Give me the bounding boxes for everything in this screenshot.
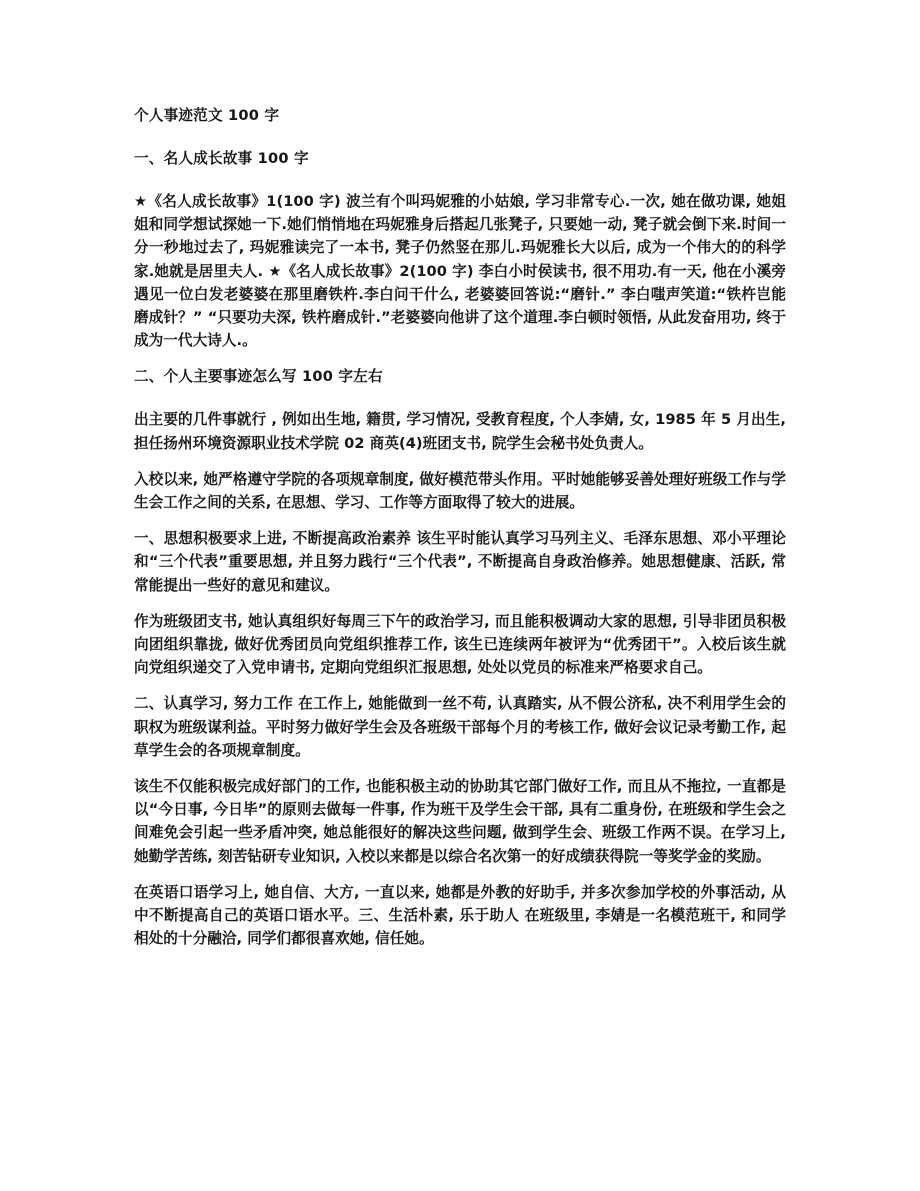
paragraph-study-work: 二、认真学习, 努力工作 在工作上, 她能做到一丝不苟, 认真踏实, 从不假公济私, 决不利用学生会的职权为班级谋利益。平时努力做好学生会及各班级干部每个月的考核工作, 做好会议记录考勤工作, 起草学生会的各项规章制度。 [134, 695, 786, 759]
section-heading-1: 一、名人成长故事 100 字 [134, 150, 309, 167]
paragraph-english-and-life: 在英语口语学习上, 她自信、大方, 一直以来, 她都是外教的好助手, 并多次参加学校的外事活动, 从中不断提高自己的英语口语水平。三、生活朴素, 乐于助人 在班级里, 李婧是一名模范班干, 和同学相处的十分融洽, 同学们都很喜欢她, 信任她。 [134, 883, 786, 948]
paragraph-basic-info: 出主要的几件事就行 , 例如出生地, 籍贯, 学习情况, 受教育程度, 个人李婧, 女, 1985 年 5 月出生, 担任扬州环境资源职业技术学院 02 商英(4)班团支书, 院学生会秘书处负责人。 [134, 411, 786, 452]
document-body [134, 104, 786, 950]
paragraph-famous-stories: ★《名人成长故事》1(100 字) 波兰有个叫玛妮雅的小姑娘, 学习非常专心.一次, 她在做功课, 她姐姐和同学想试探她一下.她们悄悄地在玛妮雅身后搭起几张凳子, 只要她一动, 凳子就会倒下来.时间一分一秒地过去了, 玛妮雅读完了一本书, 凳子仍然竖在那儿.玛妮雅长大以后, 成为一个伟大的的科学家.她就是居里夫人. ★《名人成长故事》2(100 字) 李白小时侯读书, 很不用功.有一天, 他在小溪旁遇见一位白发老婆婆在那里磨铁杵.李白问干什么, 老婆婆回答说:“磨针.” 李白嗤声笑道:“铁杵岂能磨成针？” “只要功夫深, 铁杵磨成针.”老婆婆向他讲了这个道理.李白顿时领悟, 从此发奋用功, 终于成为一代大诗人.。 [134, 193, 786, 350]
paragraph-since-enrollment: 入校以来, 她严格遵守学院的各项规章制度, 做好模范带头作用。平时她能够妥善处理好班级工作与学生会工作之间的关系, 在思想、学习、工作等方面取得了较大的进展。 [134, 470, 786, 512]
page-title: 个人事迹范文 100 字 [134, 107, 280, 124]
section-heading-2: 二、个人主要事迹怎么写 100 字左右 [134, 368, 383, 386]
paragraph-department-work: 该生不仅能积极完成好部门的工作, 也能积极主动的协助其它部门做好工作, 而且从不拖拉, 一直都是以“今日事, 今日毕”的原则去做每一件事, 作为班干及学生会干部, 具有二重身份, 在班级和学生会之间难免会引起一些矛盾冲突, 她总能很好的解决这些问题, 做到学生会、班级工作两不误。在学习上, 她勤学苦练, 刻苦钻研专业知识, 入校以来都是以综合名次第一的好成绩获得院一等奖学金的奖励。 [134, 778, 786, 865]
paragraph-ideology: 一、思想积极要求上进, 不断提高政治素养 该生平时能认真学习马列主义、毛泽东思想、邓小平理论和“三个代表”重要思想, 并且努力践行“三个代表”, 不断提高自身政治修养。她思想健康、活跃, 常常能提出一些好的意见和建议。 [134, 530, 786, 594]
paragraph-league-branch: 作为班级团支书, 她认真组织好每周三下午的政治学习, 而且能积极调动大家的思想, 引导非团员积极向团组织靠拢, 做好优秀团员向党组织推荐工作, 该生已连续两年被评为“优秀团干”。入校后该生就向党组织递交了入党申请书, 定期向党组织汇报思想, 处处以党员的标准来严格要求自己。 [134, 612, 786, 677]
